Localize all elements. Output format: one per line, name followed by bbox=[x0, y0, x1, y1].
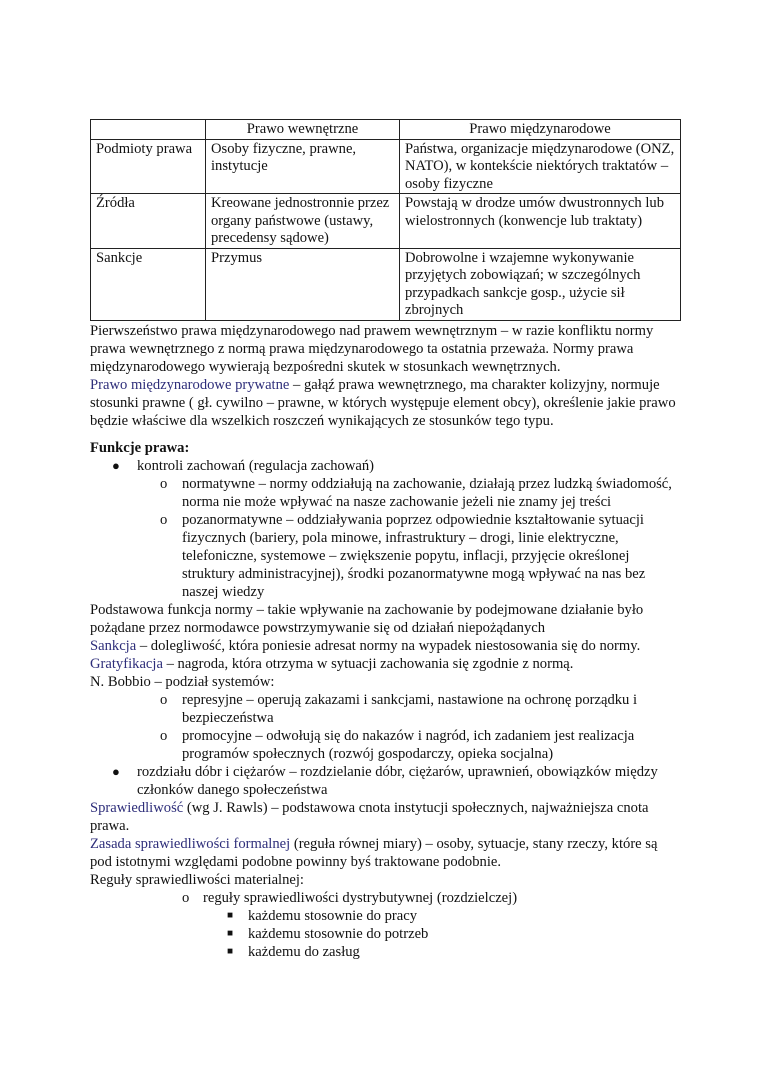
section-heading: Funkcje prawa: bbox=[90, 439, 190, 456]
circle-bullet-icon: o bbox=[160, 691, 168, 708]
paragraph-formal-justice bbox=[90, 835, 680, 871]
list-item bbox=[90, 727, 680, 763]
list-item bbox=[90, 925, 680, 943]
list-item-text: promocyjne – odwołują się do nakazów i nagród, ich zadaniem jest realizacja programów społecznych (rozwój gospodarczy, opieka socjalna) bbox=[182, 727, 635, 762]
document-page bbox=[90, 119, 680, 961]
circle-bullet-icon: o bbox=[182, 889, 190, 906]
paragraph-basic-function: Podstawowa funkcja normy – takie wpływanie na zachowanie by podejmowane działanie było pożądane przez normodawce powstrzymywanie się od działań niepożądanych bbox=[90, 601, 644, 636]
table-cell: Źródła bbox=[91, 194, 206, 249]
definition-text: – dolegliwość, która poniesie adresat normy na wypadek niestosowania się do normy. bbox=[136, 637, 641, 654]
paragraph-private-international-law bbox=[90, 376, 680, 430]
table-cell: Kreowane jednostronnie przez organy państwowe (ustawy, precedensy sądowe) bbox=[206, 194, 400, 249]
list-item bbox=[90, 691, 680, 727]
list-item-text: każdemu stosownie do pracy bbox=[248, 907, 417, 924]
paragraph-primacy: Pierwszeństwo prawa międzynarodowego nad prawem wewnętrznym – w razie konfliktu normy prawa wewnętrznego z normą prawa międzynarodowego ta ostatnia przeważa. Normy prawa międzynarodowego wywierają bezpośredni skutek w stosunkach wewnętrznych. bbox=[90, 322, 654, 375]
square-bullet-icon: ■ bbox=[227, 927, 234, 939]
list-item-text: każdemu do zasług bbox=[248, 943, 360, 960]
table-header-cell: Prawo międzynarodowe bbox=[400, 120, 681, 140]
definition-text: (wg J. Rawls) – podstawowa cnota instytucji społecznych, najważniejsza cnota prawa. bbox=[90, 799, 649, 834]
list-item bbox=[90, 889, 680, 907]
square-bullet-icon: ■ bbox=[227, 909, 234, 921]
table-header-cell bbox=[91, 120, 206, 140]
list-item-text: represyjne – operują zakazami i sankcjami, nastawione na ochronę porządku i bezpieczeństwa bbox=[182, 691, 638, 726]
list-item bbox=[90, 475, 680, 511]
term-sanction: Sankcja bbox=[90, 637, 137, 654]
paragraph-bobbio: N. Bobbio – podział systemów: bbox=[90, 673, 275, 690]
list-item bbox=[90, 907, 680, 925]
table-row bbox=[91, 194, 681, 249]
square-bullet-icon: ■ bbox=[227, 945, 234, 957]
paragraph-gratification bbox=[90, 655, 680, 673]
paragraph-material-justice: Reguły sprawiedliwości materialnej: bbox=[90, 871, 304, 888]
table-cell: Podmioty prawa bbox=[91, 139, 206, 194]
table-row bbox=[91, 139, 681, 194]
definition-text: – nagroda, która otrzyma w sytuacji zachowania się zgodnie z normą. bbox=[162, 655, 574, 672]
bullet-icon: ● bbox=[112, 763, 120, 779]
list-item bbox=[90, 457, 680, 475]
term-gratification: Gratyfikacja bbox=[90, 655, 163, 672]
circle-bullet-icon: o bbox=[160, 475, 168, 492]
term-formal-justice: Zasada sprawiedliwości formalnej bbox=[90, 835, 291, 852]
list-item bbox=[90, 943, 680, 961]
term-private-international-law: Prawo międzynarodowe prywatne bbox=[90, 376, 290, 393]
table-cell: Państwa, organizacje międzynarodowe (ONZ, NATO), w kontekście niektórych traktatów – osoby fizyczne bbox=[400, 139, 681, 194]
list-item bbox=[90, 511, 680, 601]
bullet-icon: ● bbox=[112, 457, 120, 473]
table-cell: Osoby fizyczne, prawne, instytucje bbox=[206, 139, 400, 194]
definition-text: – gałąź prawa wewnętrznego, ma charakter kolizyjny, normuje stosunki prawne ( gł. cywilno – prawne, w których występuje element obcy), określenie jakie prawo będzie właściwe dla wszelkich roszczeń wynikających ze stosunków tego typu. bbox=[90, 376, 676, 429]
list-item-text: normatywne – normy oddziałują na zachowanie, działają przez ludzką świadomość, norma nie może wpływać na nasze zachowanie jeżeli nie znamy jej treści bbox=[182, 475, 672, 510]
table-cell: Przymus bbox=[206, 248, 400, 320]
circle-bullet-icon: o bbox=[160, 727, 168, 744]
circle-bullet-icon: o bbox=[160, 511, 168, 528]
list-item bbox=[90, 763, 680, 799]
table-row bbox=[91, 248, 681, 320]
list-item-text: reguły sprawiedliwości dystrybutywnej (rozdzielczej) bbox=[203, 889, 518, 906]
list-item-text: kontroli zachowań (regulacja zachowań) bbox=[137, 457, 375, 474]
term-justice: Sprawiedliwość bbox=[90, 799, 184, 816]
table-cell: Powstają w drodze umów dwustronnych lub wielostronnych (konwencje lub traktaty) bbox=[400, 194, 681, 249]
definition-text: (reguła równej miary) – osoby, sytuacje, stany rzeczy, które są pod istotnymi względami podobne powinny byś traktowane podobnie. bbox=[90, 835, 658, 870]
table-header-row bbox=[91, 120, 681, 140]
comparison-table bbox=[90, 119, 681, 321]
table-cell: Sankcje bbox=[91, 248, 206, 320]
list-item-text: pozanormatywne – oddziaływania poprzez odpowiednie kształtowanie sytuacji fizycznych (bariery, pola minowe, infrastruktury – drogi, linie elektryczne, telefoniczne, systemowe – zwiększenie popytu, inflacji, przyjęcie określonej struktury administracyjnej), środki pozanormatywne mogą wpływać na nas bez naszej wiedzy bbox=[182, 511, 646, 600]
list-item-text: rozdziału dóbr i ciężarów – rozdzielanie dóbr, ciężarów, uprawnień, obowiązków między członków danego społeczeństwa bbox=[137, 763, 658, 798]
table-header-cell: Prawo wewnętrzne bbox=[206, 120, 400, 140]
list-item-text: każdemu stosownie do potrzeb bbox=[248, 925, 429, 942]
paragraph-sanction bbox=[90, 637, 680, 655]
table-cell: Dobrowolne i wzajemne wykonywanie przyjętych zobowiązań; w szczególnych przypadkach sankcje gosp., użycie sił zbrojnych bbox=[400, 248, 681, 320]
paragraph-justice bbox=[90, 799, 680, 835]
